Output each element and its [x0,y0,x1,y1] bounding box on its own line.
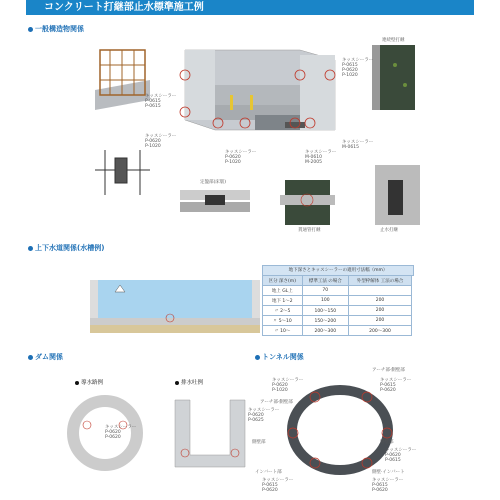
section-tunnel: トンネル関係 [255,352,304,362]
table-title: 地下深さとキッスシーラーの適用寸法幅（mm） [262,265,414,276]
general-diagram [0,30,500,260]
kiss-label-far-right: キッスシーラー M-0615 [342,140,374,150]
slab-joint-illustration [180,190,250,212]
kiss-label-tunnel-top: キッスシーラー P-0620 P-1020 [272,378,304,393]
kiss-label-tunnel-r: キッスシーラー P-0620 P-0615 [385,448,417,463]
table-row: 〃 10〜 200〜300 200〜300 [263,326,412,336]
caption-joint: 止水打継 [380,228,398,233]
pipe-penetration-illustration [280,180,335,225]
caption-continuous-wall: 連続壁打継 [382,38,405,43]
caption-invert-left: インバート部 [255,470,282,475]
table-header: 標準工法 の場合 [302,276,348,286]
caption-sidewall-left: 側壁部 [252,440,266,445]
section-dam: ダム関係 [28,352,63,362]
water-tank-diagram [90,260,260,335]
table-row: 地下 1〜2 100 200 [263,296,412,306]
concrete-structure [185,50,335,130]
continuous-wall-illustration [372,45,415,110]
kiss-label-mid-left: キッスシーラー P-0620 P-1020 [145,134,177,149]
subtitle-dam-right: 排水吐例 [175,378,203,386]
bullet-icon [75,381,79,385]
kiss-label-tunnel-left: キッスシーラー P-0620 P-0625 [248,408,280,423]
bullet-icon [28,246,33,251]
rebar-detail-left [95,150,150,195]
kiss-label-dam: キッスシーラー P-0620 P-0620 [105,425,137,440]
section-general: 一般構造物関係 [28,24,84,34]
spec-table [262,275,412,336]
dam-diagram [55,395,255,475]
bullet-icon [175,381,179,385]
kiss-label-left: キッスシーラー P-0615 P-0615 [145,94,177,109]
bullet-icon [28,355,33,360]
caption-pipe: 貫通管打継 [298,228,321,233]
waterstop-joint-illustration [375,165,420,225]
table-header: 区分 深さ(m) [263,276,303,286]
kiss-label-mid: キッスシーラー P-0620 P-1020 [225,150,257,165]
table-header-row [263,276,412,286]
kiss-label-tunnel-tr: キッスシーラー P-0615 P-0620 [380,378,412,393]
caption-arch-top: アーチ部·側壁部 [372,368,405,373]
table-row: 〃 2〜5 100〜150 200 [263,306,412,316]
subtitle-dam-left: 導水路例 [75,378,103,386]
table-header: 外型枠解体 工法の場合 [349,276,412,286]
rebar-cage-illustration [95,50,150,110]
bullet-icon [255,355,260,360]
kiss-label-tunnel-bl: キッスシーラー P-0615 P-0620 [262,478,294,493]
kiss-label-mid2: キッスシーラー M-0610 M-2005 [305,150,337,165]
table-row: 〃 5〜10 150〜200 200 [263,316,412,326]
kiss-label-right: キッスシーラー P-0615 P-0620 P-1020 [342,58,374,78]
caption-invert-right: 側壁·インバート [372,470,405,475]
caption-arch-left: アーチ部·側壁部 [260,400,293,405]
table-row: 地上 GL上 70 [263,286,412,296]
caption-slab: 定盤部(床版) [200,180,227,185]
caption-sidewall-right: 側壁部 [380,440,394,445]
section-water: 上下水道関係(水槽例) [28,243,104,253]
page-title: コンクリート打継部止水標準施工例 [26,0,474,15]
kiss-label-tunnel-br: キッスシーラー P-0615 P-0620 [372,478,404,493]
